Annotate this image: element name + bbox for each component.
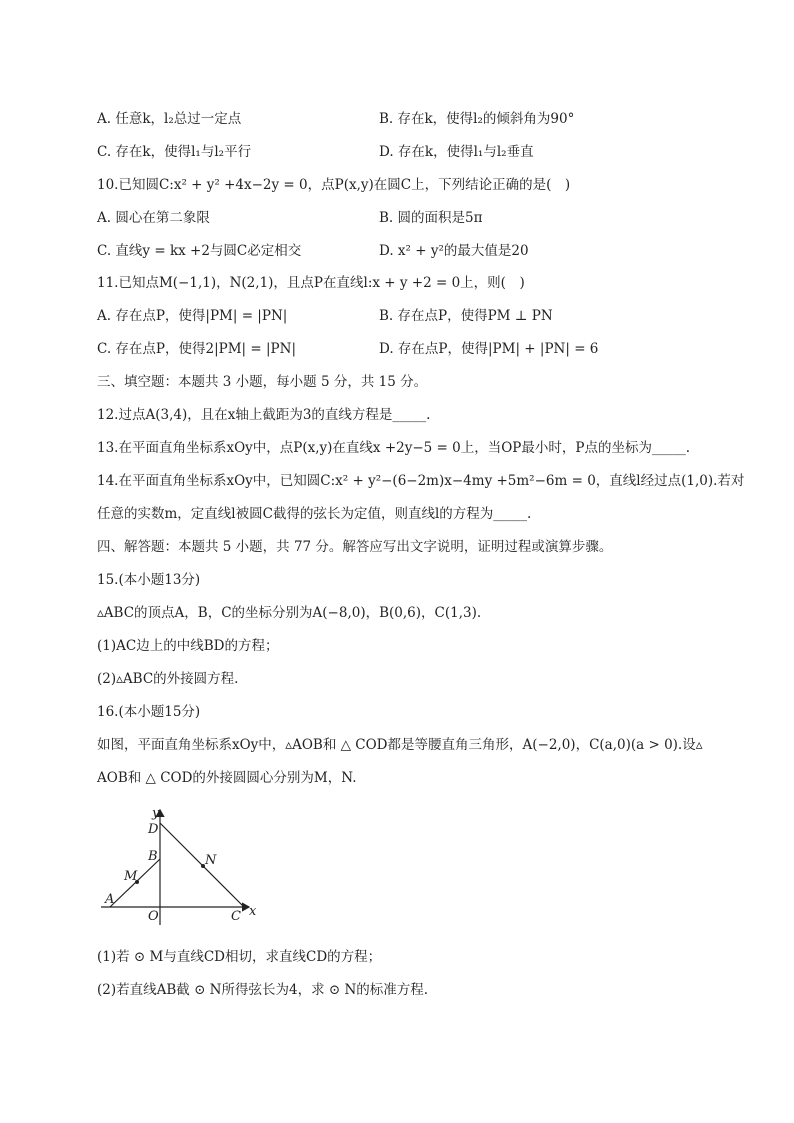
label-y: y xyxy=(152,806,160,821)
label-c: C xyxy=(231,909,241,924)
label-m: M xyxy=(124,869,138,884)
q13-text: 13.在平面直角坐标系xOy中，点P(x,y)在直线x +2y−5 = 0上，当OP最小时，P点的坐标为_____. xyxy=(97,440,691,456)
q11-options-row-2 xyxy=(97,340,717,358)
q15-stem: ▵ABC的顶点A，B，C的坐标分别为A(−8,0)，B(0,6)，C(1,3). xyxy=(97,605,482,621)
q10-option-a: A. 圆心在第二象限 xyxy=(97,210,210,226)
q11-options-row-1 xyxy=(97,307,717,325)
q16-part-2: (2)若直线AB截 ⊙ N所得弦长为4，求 ⊙ N的标准方程. xyxy=(97,982,429,998)
q10-option-c: C. 直线y = kx +2与圆C必定相交 xyxy=(97,243,302,259)
label-n: N xyxy=(205,853,217,868)
q14-line-1: 14.在平面直角坐标系xOy中，已知圆C:x² + y²−(6−2m)x−4my +5m²−6m = 0，直线l经过点(1,0).若对 xyxy=(97,473,745,489)
q10-option-b: B. 圆的面积是5π xyxy=(379,210,483,226)
q14-line-2: 任意的实数m，定直线l被圆C截得的弦长为定值，则直线l的方程为_____. xyxy=(97,506,532,522)
label-b: B xyxy=(148,849,158,864)
label-o: O xyxy=(148,909,159,924)
q10-stem: 10.已知圆C:x² + y² +4x−2y = 0，点P(x,y)在圆C上，下列结论正确的是( ) xyxy=(97,177,571,193)
q15-part-1: (1)AC边上的中线BD的方程； xyxy=(97,638,279,654)
q11-stem: 11.已知点M(−1,1)，N(2,1)，且点P在直线l:x + y +2 = 0上，则( ) xyxy=(97,275,525,291)
q12-text: 12.过点A(3,4)，且在x轴上截距为3的直线方程是_____. xyxy=(97,407,431,423)
q9-option-c: C. 存在k，使得l₁与l₂平行 xyxy=(97,144,252,160)
q15-part-2: (2)▵ABC的外接圆方程. xyxy=(97,671,239,687)
q10-options-row-2 xyxy=(97,242,717,260)
q16-stem-line-2: AOB和 △ COD的外接圆圆心分别为M，N. xyxy=(97,770,357,786)
q16-stem-line-1: 如图，平面直角坐标系xOy中，▵AOB和 △ COD都是等腰直角三角形，A(−2,0)，C(a,0)(a > 0).设▵ xyxy=(97,737,703,753)
q9-option-b: B. 存在k，使得l₂的倾斜角为90° xyxy=(379,111,575,127)
q11-option-c: C. 存在点P，使得2|PM| = |PN| xyxy=(97,341,296,357)
q10-options-row-1 xyxy=(97,209,717,227)
section-3-heading: 三、填空题：本题共 3 小题，每小题 5 分，共 15 分。 xyxy=(97,374,428,390)
q11-option-a: A. 存在点P，使得|PM| = |PN| xyxy=(97,308,288,324)
q16-part-1: (1)若 ⊙ M与直线CD相切，求直线CD的方程； xyxy=(97,949,382,965)
q9-option-d: D. 存在k，使得l₁与l₂垂直 xyxy=(379,144,534,160)
q10-option-d: D. x² + y²的最大值是20 xyxy=(379,243,529,259)
label-x: x xyxy=(249,904,257,919)
q9-option-a: A. 任意k，l₂总过一定点 xyxy=(97,111,242,127)
q16-header: 16.(本小题15分) xyxy=(97,704,201,720)
q11-option-d: D. 存在点P，使得|PM| + |PN| = 6 xyxy=(379,341,599,357)
q16-diagram xyxy=(97,803,267,928)
q9-options-row-1 xyxy=(97,110,717,128)
label-d: D xyxy=(148,822,159,837)
q9-options-row-2 xyxy=(97,143,717,161)
label-a: A xyxy=(105,892,115,907)
section-4-heading: 四、解答题：本题共 5 小题，共 77 分。解答应写出文字说明，证明过程或演算步骤。 xyxy=(97,539,613,555)
q11-option-b: B. 存在点P，使得PM ⊥ PN xyxy=(379,308,553,324)
q16-figure xyxy=(97,803,267,932)
q15-header: 15.(本小题13分) xyxy=(97,572,201,588)
